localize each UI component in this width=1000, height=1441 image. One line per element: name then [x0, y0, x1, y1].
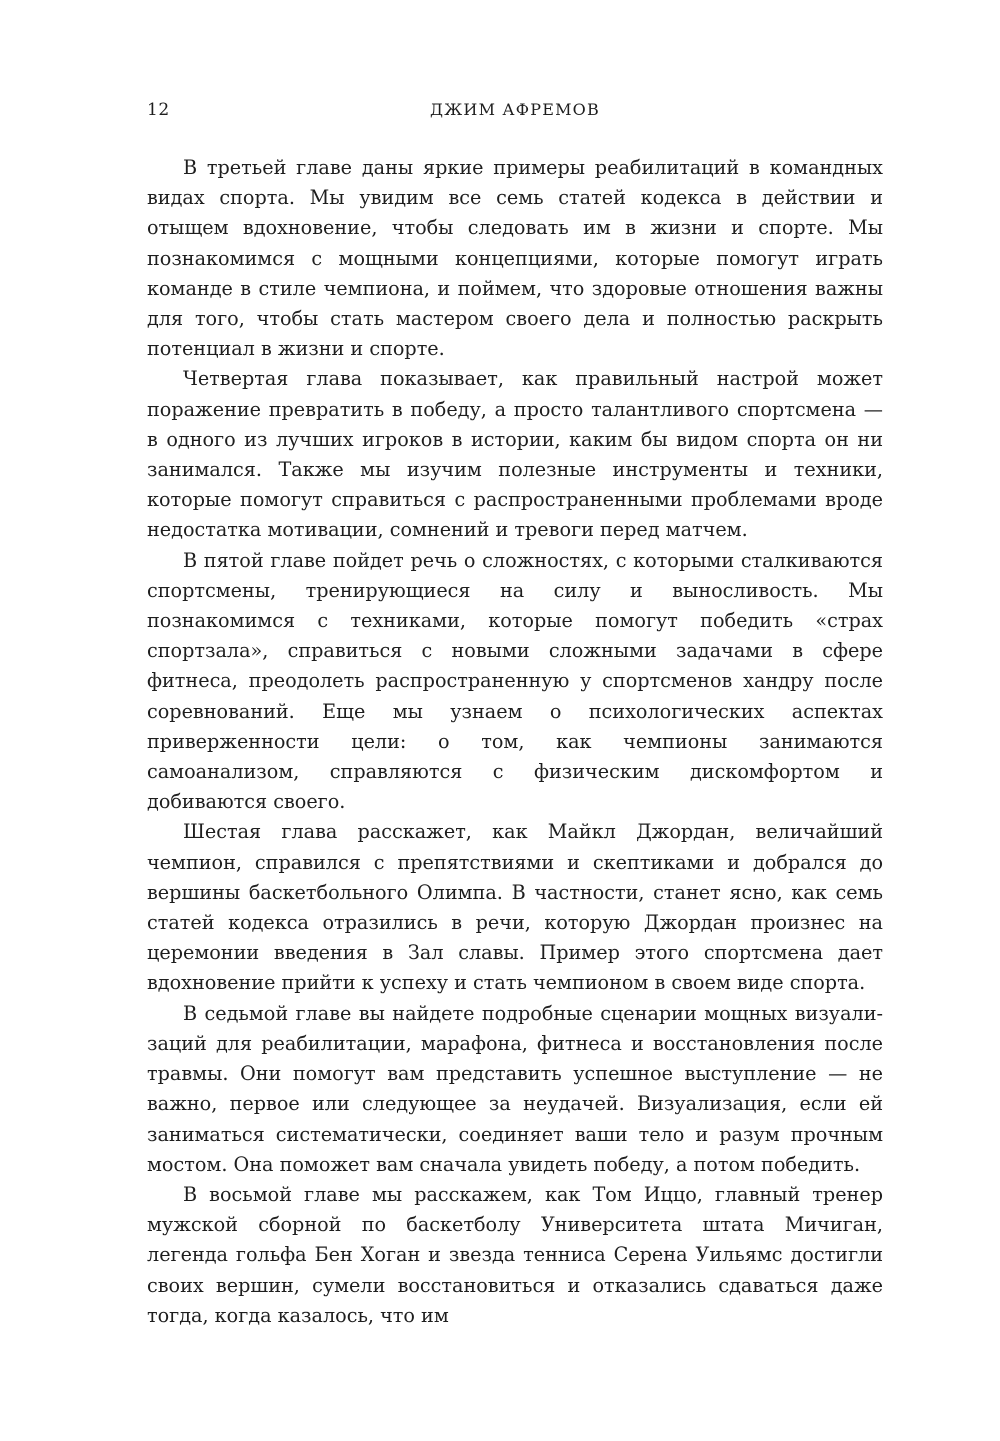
running-head [147, 98, 883, 122]
page-number: 12 [147, 100, 170, 120]
body-text [147, 153, 883, 1331]
paragraph-chapter-four: Четвертая глава показывает, как правильный настрой может поражение превратить в победу, а просто талантливого спортсмена — в одного из лучших игроков в истории, каким бы видом спорта он ни занимался. Также мы изучим полезные инструменты и техники, которые помогут справиться с распространенными проблемами вроде недостатка мотивации, сомнений и тревоги перед матчем. [147, 367, 883, 542]
paragraph-chapter-eight: В восьмой главе мы расскажем, как Том Иццо, главный тренер мужской сборной по баскетболу Университета штата Мичиган, легенда гольфа Бен Хоган и звезда тенниса Серена Уильямс достигли своих вершин, сумели восстановиться и отказались сдаваться даже тогда, когда казалось, что им [147, 1182, 883, 1327]
running-title: ДЖИМ АФРЕМОВ [430, 100, 600, 119]
paragraph-chapter-six: Шестая глава расскажет, как Майкл Джордан, величайший чемпион, справился с препятствиями и скептиками и добрался до вершины баскетбольного Олимпа. В частности, станет ясно, как семь статей кодекса отразились в речи, которую Джордан произнес на церемонии введения в Зал славы. Пример этого спортсмена дает вдохновение прийти к успеху и стать чемпионом в своем виде спорта. [147, 820, 883, 995]
paragraph-chapter-seven: В седьмой главе вы найдете подробные сценарии мощных визуализаций для реабилитации, марафона, фитнеса и восстановления после травмы. Они помогут вам представить успешное выступление — не важно, первое или следующее за неудачей. Визуализация, если ей заниматься систематически, соединяет ваши тело и разум прочным мостом. Она поможет вам сначала увидеть победу, а потом победить. [147, 1001, 883, 1176]
paragraph-chapter-three: В третьей главе даны яркие примеры реабилитаций в командных видах спорта. Мы увидим все семь статей кодекса в действии и отыщем вдохновение, чтобы следовать им в жизни и спорте. Мы познакомимся с мощными концепциями, которые помогут играть команде в стиле чемпиона, и поймем, что здоровые отношения важны для того, чтобы стать мастером своего дела и полностью раскрыть потенциал в жизни и спорте. [147, 156, 883, 361]
paragraph-chapter-five: В пятой главе пойдет речь о сложностях, с которыми сталкиваются спортсмены, тренирующиеся на силу и выносливость. Мы познакомимся с техниками, которые помогут победить «страх спортзала», справиться с новыми сложными задачами в сфере фитнеса, преодолеть распространенную у спортсменов хандру после соревнований. Еще мы узнаем о психологических аспектах приверженности цели: о том, как чемпионы занимаются самоанализом, справляются с физическим дискомфортом и добиваются своего. [147, 548, 883, 814]
